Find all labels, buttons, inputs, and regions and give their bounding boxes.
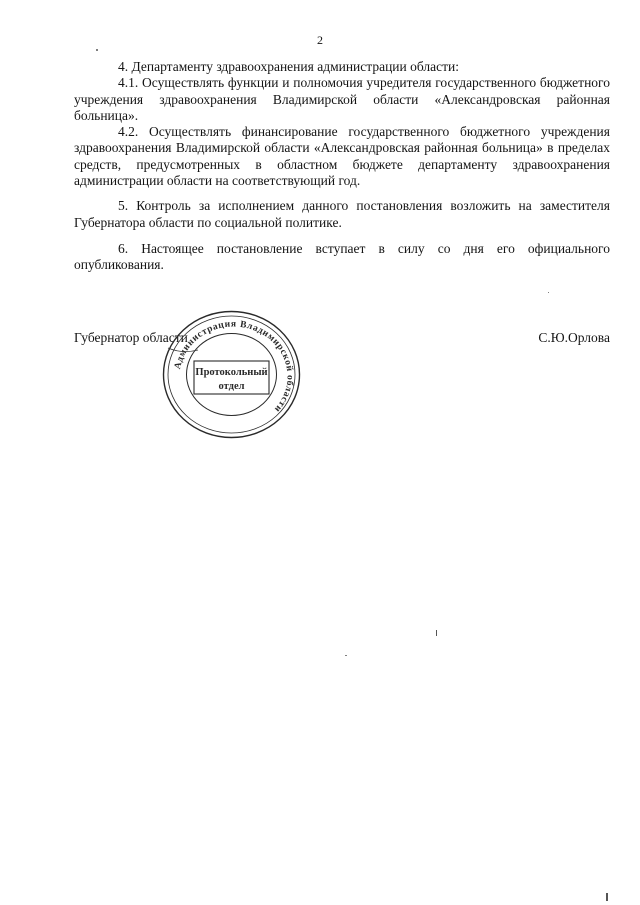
signatory-name: С.Ю.Орлова [538, 330, 610, 345]
paragraph-4-1: 4.1. Осуществлять функции и полномочия учредителя государственного бюджетного учреждения здравоохранения Владимирской области «Александровская районная больница». [74, 75, 610, 123]
scan-speck [548, 292, 549, 293]
scan-speck [345, 655, 347, 656]
stamp-center-line1: Протокольный [195, 367, 268, 378]
paragraph-6: 6. Настоящее постановление вступает в силу со дня его официального опубликования. [74, 240, 610, 273]
stamp-center-line2: отдел [218, 381, 245, 392]
scan-speck [436, 630, 437, 636]
signatory-title: Губернатор области [74, 330, 188, 345]
page-number: 2 [317, 33, 323, 47]
paragraph-4-2: 4.2. Осуществлять финансирование государственного бюджетного учреждения здравоохранения Владимирской области «Александровская районная больница» в пределах средств, предусмотренных в областном бюджете департаменту здравоохранения администрации области на соответствующий год. [74, 124, 610, 189]
stamp-ring-text: Администрация Владимирской области [173, 319, 295, 415]
paragraph-5: 5. Контроль за исполнением данного постановления возложить на заместителя Губернатора области по социальной политике. [74, 198, 610, 230]
official-stamp [160, 308, 303, 441]
scan-speck [96, 49, 98, 51]
scan-speck [606, 893, 608, 901]
document-body [74, 59, 610, 274]
paragraph-4: 4. Департаменту здравоохранения администрации области: [118, 59, 460, 74]
